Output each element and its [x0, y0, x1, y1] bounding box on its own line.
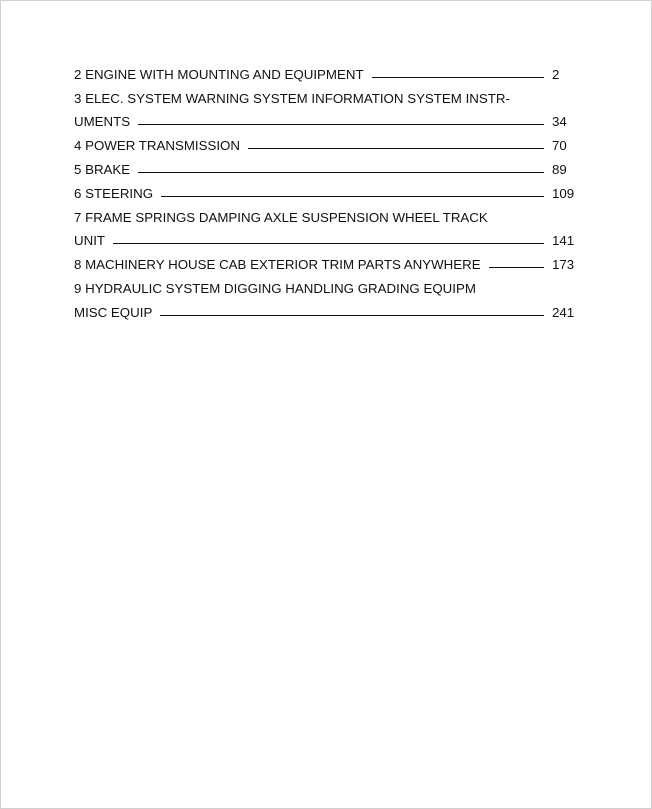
- toc-leader-line: [161, 196, 544, 197]
- toc-page-number: 2: [552, 66, 560, 82]
- toc-leader-line: [489, 267, 544, 268]
- toc-entry-line: [74, 58, 576, 82]
- toc-entry[interactable]: [74, 201, 576, 249]
- toc-entry[interactable]: [74, 272, 576, 320]
- toc-entry[interactable]: [74, 82, 576, 130]
- toc-entry-title: 6 STEERING: [74, 185, 154, 201]
- toc-entry[interactable]: [74, 129, 576, 153]
- toc-entry[interactable]: [74, 177, 576, 201]
- toc-page-number: 173: [552, 257, 575, 273]
- toc-leader-line: [248, 148, 544, 149]
- toc-page-number: 109: [552, 185, 575, 201]
- toc-leader-line: [372, 77, 544, 78]
- toc-page-number: 89: [552, 161, 567, 177]
- toc-entry-line: [74, 106, 576, 130]
- toc-entry-title: 4 POWER TRANSMISSION: [74, 138, 240, 154]
- toc-page-number: 141: [552, 233, 575, 249]
- toc-entry-line: [74, 129, 576, 153]
- toc-entry-title-continued: UMENTS: [74, 114, 131, 130]
- toc-entry-title: 7 FRAME SPRINGS DAMPING AXLE SUSPENSION WHEEL TRACK: [74, 209, 488, 225]
- toc-page-number: 34: [552, 114, 567, 130]
- toc-entry-line: [74, 177, 576, 201]
- toc-entry-line: [74, 272, 576, 296]
- toc-leader-line: [160, 315, 544, 316]
- table-of-contents: [74, 58, 576, 320]
- toc-entry-title: 5 BRAKE: [74, 161, 131, 177]
- toc-entry-title: 8 MACHINERY HOUSE CAB EXTERIOR TRIM PARTS ANYWHERE: [74, 257, 481, 273]
- toc-entry-title: 2 ENGINE WITH MOUNTING AND EQUIPMENT: [74, 66, 364, 82]
- toc-leader-line: [138, 124, 544, 125]
- toc-entry[interactable]: [74, 153, 576, 177]
- toc-entry-line: [74, 296, 576, 320]
- toc-entry-title-continued: MISC EQUIP: [74, 304, 153, 320]
- toc-entry[interactable]: [74, 248, 576, 272]
- toc-entry-line: [74, 201, 576, 225]
- toc-page-number: 70: [552, 138, 567, 154]
- toc-entry-line: [74, 153, 576, 177]
- toc-leader-line: [113, 243, 544, 244]
- toc-leader-line: [138, 172, 544, 173]
- toc-page-number: 241: [552, 304, 575, 320]
- toc-entry-line: [74, 82, 576, 106]
- toc-entry-line: [74, 248, 576, 272]
- toc-entry-title-continued: UNIT: [74, 233, 106, 249]
- toc-entry[interactable]: [74, 58, 576, 82]
- toc-entry-title: 9 HYDRAULIC SYSTEM DIGGING HANDLING GRADING EQUIPM: [74, 280, 476, 296]
- toc-entry-line: [74, 225, 576, 249]
- toc-entry-title: 3 ELEC. SYSTEM WARNING SYSTEM INFORMATION SYSTEM INSTR-: [74, 90, 510, 106]
